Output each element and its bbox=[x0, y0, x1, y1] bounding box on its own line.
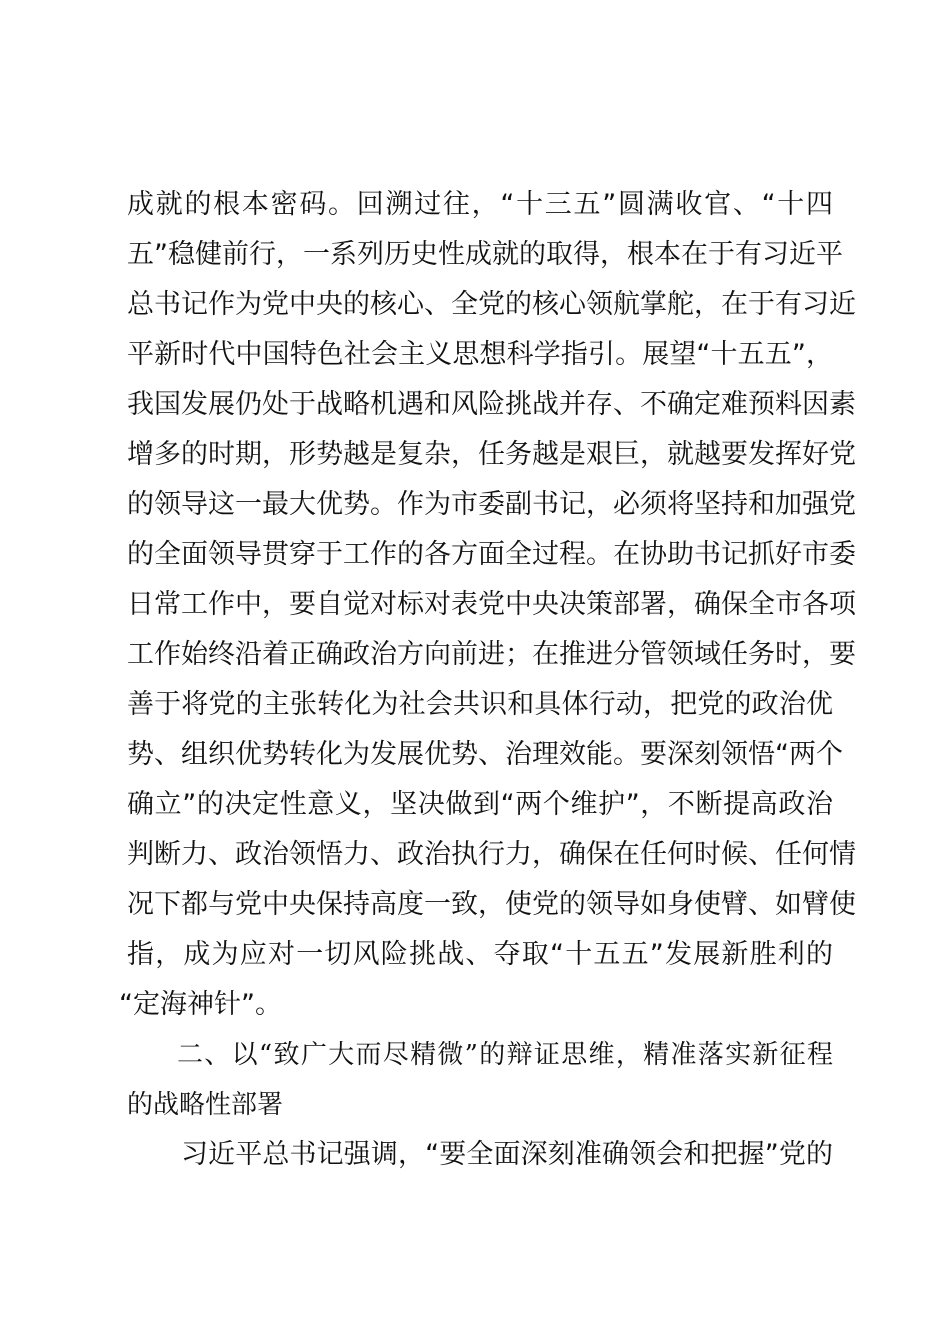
paragraph-line: 的全面领导贯穿于工作的各方面全过程。在协助书记抓好市委 bbox=[127, 539, 856, 570]
paragraph-line-last: “定海神针”。 bbox=[119, 989, 282, 1020]
section-heading-line: 二、以“致广大而尽精微”的辩证思维，精准落实新征程 bbox=[177, 1040, 833, 1070]
paragraph-line: 总书记作为党中央的核心、全党的核心领航掌舵，在于有习近 bbox=[127, 289, 856, 320]
section-heading-line: 的战略性部署 bbox=[127, 1090, 284, 1120]
paragraph-line: 的领导这一最大优势。作为市委副书记，必须将坚持和加强党 bbox=[127, 489, 856, 520]
paragraph-line: 增多的时期，形势越是复杂，任务越是艰巨，就越要发挥好党 bbox=[127, 439, 856, 470]
paragraph-line: 势、组织优势转化为发展优势、治理效能。要深刻领悟“两个 bbox=[127, 739, 843, 770]
paragraph-line: 工作始终沿着正确政治方向前进；在推进分管领域任务时，要 bbox=[127, 639, 856, 670]
paragraph-line: 确立”的决定性意义，坚决做到“两个维护”，不断提高政治 bbox=[127, 789, 833, 820]
paragraph-line: 成就的根本密码。回溯过往，“十三五”圆满收官、“十四 bbox=[127, 189, 833, 220]
paragraph-line: 善于将党的主张转化为社会共识和具体行动，把党的政治优 bbox=[127, 689, 833, 720]
paragraph-line: 五”稳健前行，一系列历史性成就的取得，根本在于有习近平 bbox=[127, 239, 843, 270]
paragraph-line: 指，成为应对一切风险挑战、夺取“十五五”发展新胜利的 bbox=[127, 939, 833, 970]
paragraph-line: 判断力、政治领悟力、政治执行力，确保在任何时候、任何情 bbox=[127, 839, 856, 870]
paragraph-line: 日常工作中，要自觉对标对表党中央决策部署，确保全市各项 bbox=[127, 589, 856, 620]
paragraph-line: 习近平总书记强调，“要全面深刻准确领会和把握”党的 bbox=[181, 1139, 833, 1170]
paragraph-line: 况下都与党中央保持高度一致，使党的领导如身使臂、如臂使 bbox=[127, 889, 856, 920]
paragraph-line: 平新时代中国特色社会主义思想科学指引。展望“十五五”， bbox=[127, 339, 833, 370]
paragraph-line: 我国发展仍处于战略机遇和风险挑战并存、不确定难预料因素 bbox=[127, 389, 856, 420]
